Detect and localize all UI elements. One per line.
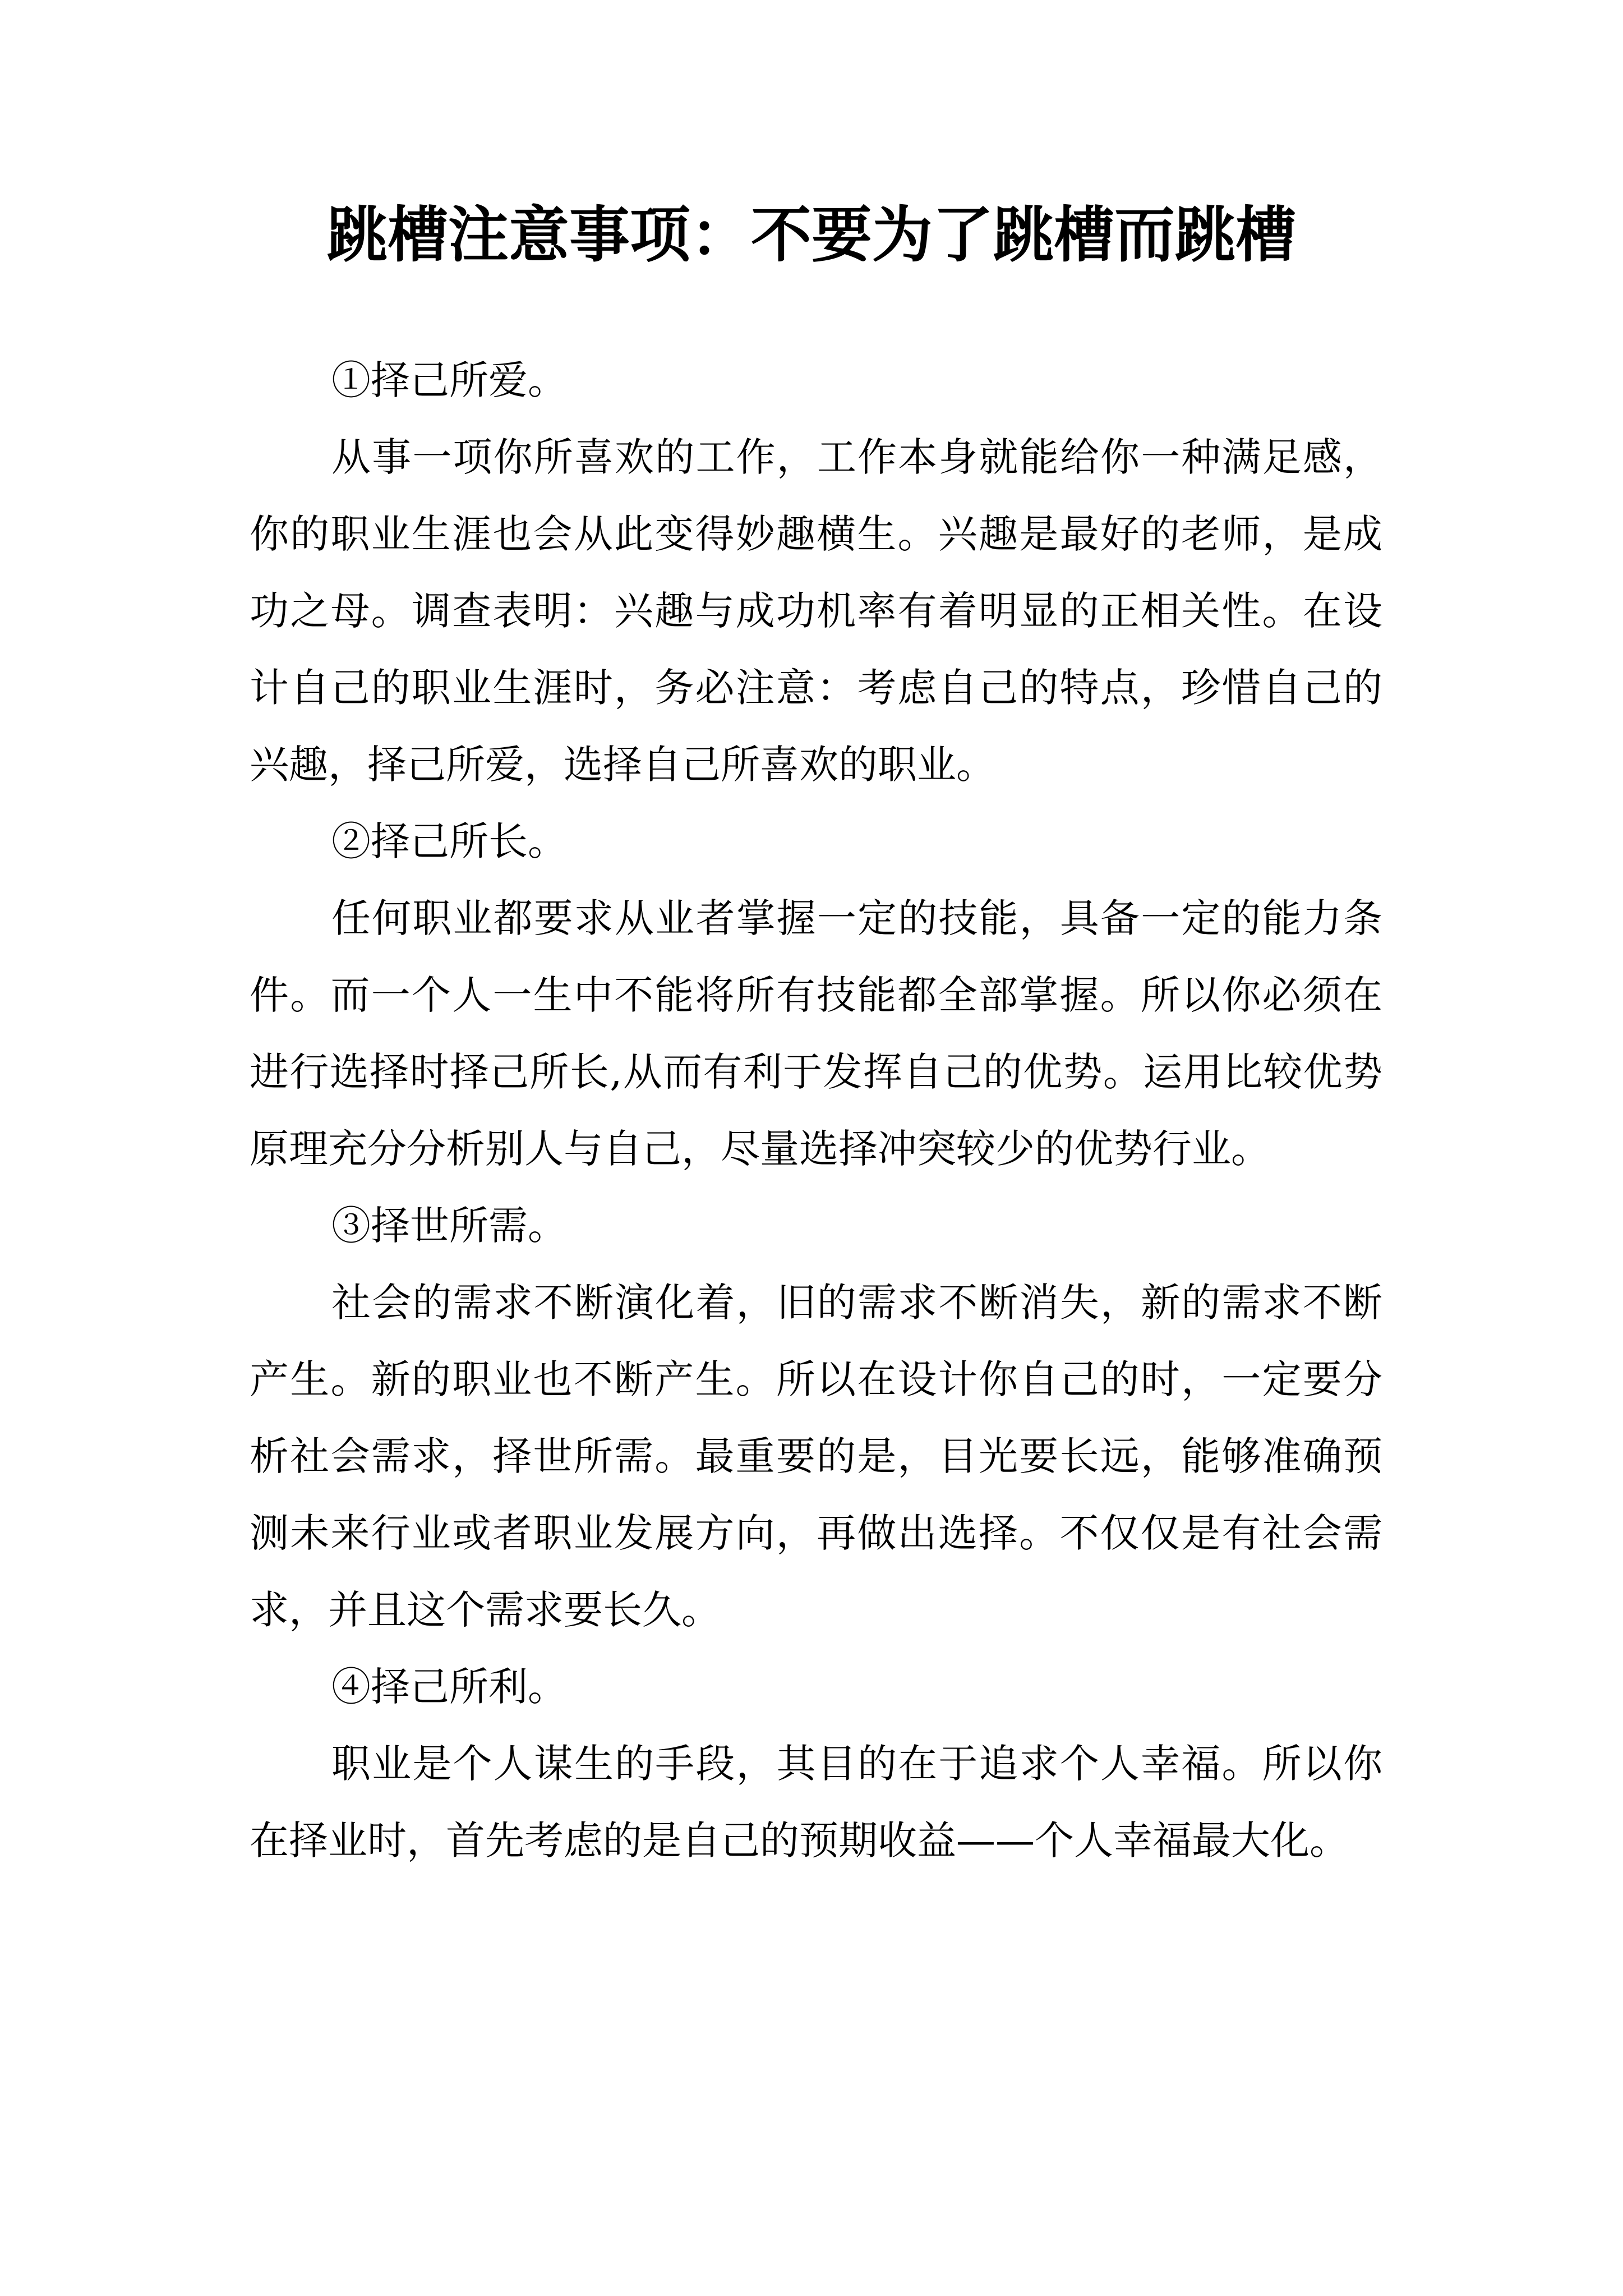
document-title: 跳槽注意事项：不要为了跳槽而跳槽: [326, 200, 1296, 270]
section-heading-2: ②择己所长。: [331, 818, 567, 864]
paragraph-1: 从事一项你所喜欢的工作，工作本身就能给你一种满足感，你的职业生涯也会从此变得妙趣横生。兴趣是最好的老师，是成功之母。调查表明：兴趣与成功机率有着明显的正相关性。在设计自己的职业生涯时，务必注意：考虑自己的特点，珍惜自己的兴趣，择己所爱，选择自己所喜欢的职业。: [250, 434, 1382, 788]
section-heading-4: ④择己所利。: [331, 1664, 567, 1710]
paragraph-2: 任何职业都要求从业者掌握一定的技能，具备一定的能力条件。而一个人一生中不能将所有技能都全部掌握。所以你必须在进行选择时择己所长,从而有利于发挥自己的优势。运用比较优势原理充分分析别人与自己，尽量选择冲突较少的优势行业。: [250, 895, 1382, 1172]
section-heading-1: ①择己所爱。: [331, 357, 567, 403]
paragraph-4: 职业是个人谋生的手段，其目的在于追求个人幸福。所以你在择业时，首先考虑的是自己的预期收益——个人幸福最大化。: [250, 1741, 1382, 1864]
document-body: [250, 342, 1382, 1879]
paragraph-3: 社会的需求不断演化着，旧的需求不断消失，新的需求不断产生。新的职业也不断产生。所以在设计你自己的时，一定要分析社会需求，择世所需。最重要的是，目光要长远，能够准确预测未来行业或者职业发展方向，再做出选择。不仅仅是有社会需求，并且这个需求要长久。: [250, 1280, 1382, 1633]
section-heading-3: ③择世所需。: [331, 1203, 567, 1249]
